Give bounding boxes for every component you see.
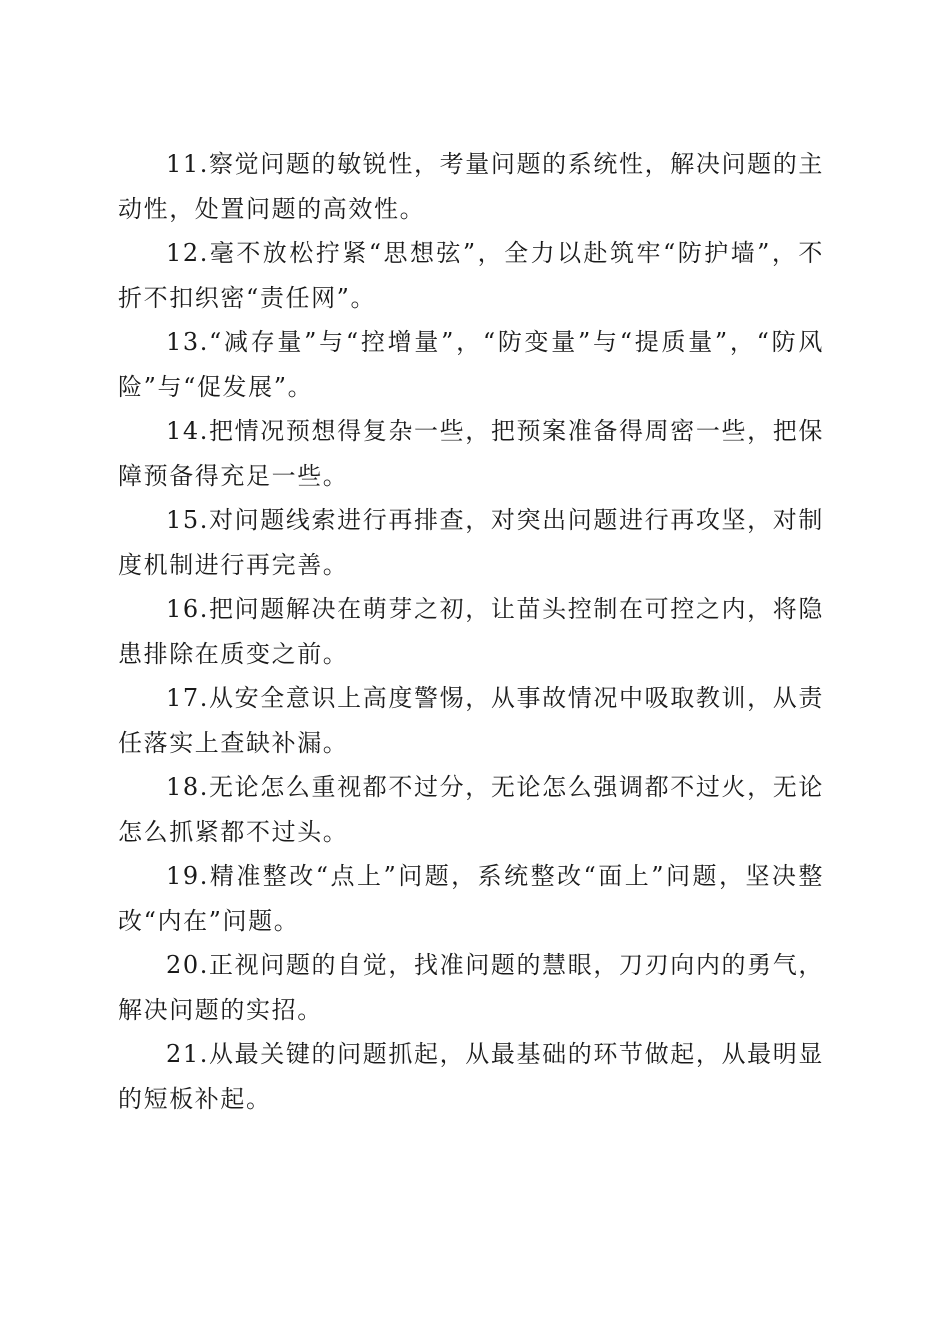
paragraph-item-21: 21.从最关键的问题抓起，从最基础的环节做起，从最明显的短板补起。 (118, 1040, 824, 1113)
paragraph-item-11: 11.察觉问题的敏锐性，考量问题的系统性，解决问题的主动性，处置问题的高效性。 (118, 150, 824, 223)
paragraph-item-19: 19.精准整改“点上”问题，系统整改“面上”问题，坚决整改“内在”问题。 (118, 862, 824, 935)
paragraph-item-13: 13.“减存量”与“控增量”，“防变量”与“提质量”，“防风险”与“促发展”。 (118, 328, 824, 401)
paragraph-item-16: 16.把问题解决在萌芽之初，让苗头控制在可控之内，将隐患排除在质变之前。 (118, 595, 824, 668)
paragraph-item-18: 18.无论怎么重视都不过分，无论怎么强调都不过火，无论怎么抓紧都不过头。 (118, 773, 824, 846)
document-body (118, 142, 824, 1121)
paragraph-item-14: 14.把情况预想得复杂一些，把预案准备得周密一些，把保障预备得充足一些。 (118, 417, 824, 490)
paragraph-item-15: 15.对问题线索进行再排查，对突出问题进行再攻坚，对制度机制进行再完善。 (118, 506, 824, 579)
paragraph-item-20: 20.正视问题的自觉，找准问题的慧眼，刀刃向内的勇气，解决问题的实招。 (118, 951, 824, 1024)
paragraph-item-17: 17.从安全意识上高度警惕，从事故情况中吸取教训，从责任落实上查缺补漏。 (118, 684, 824, 757)
paragraph-item-12: 12.毫不放松拧紧“思想弦”，全力以赴筑牢“防护墙”，不折不扣织密“责任网”。 (118, 239, 824, 312)
